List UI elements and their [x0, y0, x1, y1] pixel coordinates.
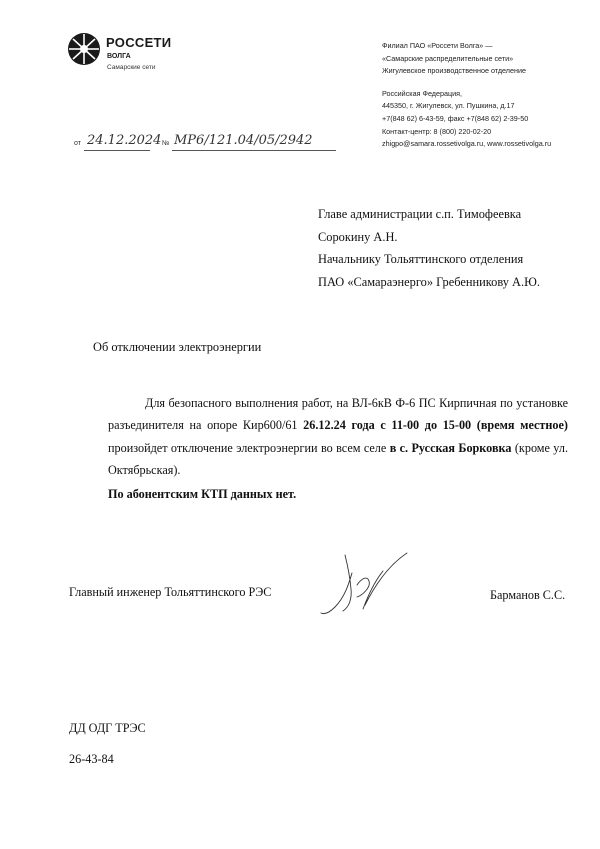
body-paragraph: [108, 392, 568, 481]
sender-line: Российская Федерация,: [382, 88, 462, 98]
reg-number-label: №: [162, 140, 170, 147]
body-location: в с. Русская Борковка: [389, 440, 512, 455]
reg-number-underline: [172, 150, 336, 151]
reg-from-label: от: [74, 140, 81, 147]
logo-subtitle: Самарские сети: [107, 64, 156, 71]
sender-line: «Самарские распределительные сети»: [382, 53, 514, 63]
executor-phone: 26-43-84: [69, 752, 114, 766]
sender-line: Филиал ПАО «Россети Волга» —: [382, 41, 493, 50]
executor-dept: ДД ОДГ ТРЭС: [69, 721, 146, 735]
sender-line: Контакт-центр: 8 (800) 220-02-20: [382, 126, 492, 136]
body-time-window: 26.12.24 года с 11-00 до 15-00 (время местное): [303, 418, 568, 433]
body-text: Для безопасного выполнения работ, на ВЛ-6кВ Ф-6 ПС Кирпичная по установке разъединителя на опоре Кир600/61: [108, 396, 568, 433]
handwritten-signature: [305, 545, 415, 625]
signer-position: Главный инженер Тольяттинского РЭС: [69, 585, 272, 599]
body-text: (кроме ул. Октябрьская).: [108, 440, 568, 477]
body-text: произойдет отключение электроэнергии во всем селе: [108, 440, 390, 455]
letter-body: [108, 392, 568, 505]
sender-line: +7(848 62) 6-43-59, факс +7(848 62) 2-39-50: [382, 113, 529, 123]
sender-line: zhigpo@samara.rossetivolga.ru, www.rossetivolga.ru: [382, 139, 552, 149]
subject: Об отключении электроэнергии: [93, 340, 262, 354]
reg-date-underline: [84, 150, 150, 151]
rosseti-logo-icon: [66, 31, 102, 67]
addressee-line: ПАО «Самараэнерго» Гребенникову А.Ю.: [318, 274, 540, 289]
reg-number: МР6/121.04/05/2942: [174, 133, 313, 148]
signer-name: Барманов С.С.: [490, 588, 566, 602]
sender-line: 445350, г. Жигулевск, ул. Пушкина, д.17: [382, 101, 515, 111]
addressee-line: Главе администрации с.п. Тимофеевка: [318, 207, 522, 221]
body-paragraph: [108, 483, 568, 505]
sender-block: [382, 40, 551, 151]
logo-region: ВОЛГА: [107, 53, 131, 60]
sender-line: Жигулевское производственное отделение: [382, 66, 526, 76]
body-note: По абонентским КТП данных нет.: [108, 487, 297, 502]
addressee-line: Начальнику Тольяттинского отделения: [318, 252, 524, 266]
logo-name: РОССЕТИ: [106, 35, 172, 50]
reg-date: 24.12.2024: [87, 133, 162, 148]
addressee-block: [318, 203, 540, 293]
addressee-line: Сорокину А.Н.: [318, 229, 398, 244]
